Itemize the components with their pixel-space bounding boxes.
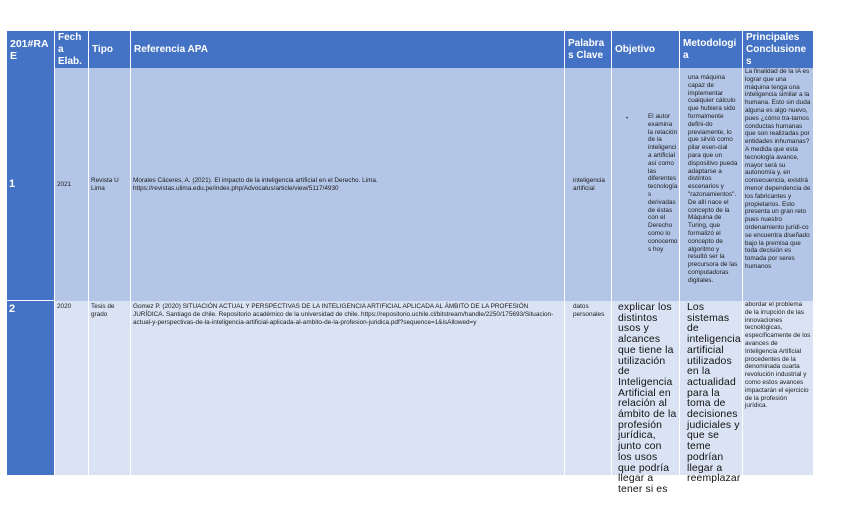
header-referencia: Referencia APA [131,31,565,68]
header-palabras: Palabra s Clave [565,31,612,68]
row2-number: 2 [7,301,55,475]
row1-palabras: inteligencia artificial [565,68,612,301]
header-fecha: Fech a Elab. [55,31,89,68]
row1-objetivo-bullet: • [626,116,629,122]
research-table [7,31,813,495]
header-metodologia: Metodologi a [680,31,743,68]
row1-number: 1 [7,68,55,301]
header-num: 201#RA E [7,31,55,68]
row2-conclusiones: abordar el problema de la irrupción de las innovaciones tecnológicas, específicamente de los avances de Inteligencia Artificial procedentes de la denominada cuarta revolución industrial y como estos avances impactarán el ejercicio de la profesión jurídica. [743,301,813,475]
header-objetivo: Objetivo [612,31,680,68]
row2-tipo: Tesis de grado [89,301,131,475]
row2-fecha: 2020 [55,301,89,475]
row1-objetivo [612,68,680,301]
row1-referencia: Morales Cáceres, A. (2021). El impacto de la inteligencia artificial en el Derecho. Lima. https://revistas.ulima.edu.pe/index.php/Advocatus/article/view/5117/4930 [131,68,565,301]
row2-metodologia: Los sistemas de inteligencia artificial utilizados en la actualidad para la toma de decisiones judiciales y que se teme podrían llegar a reemplazar [680,301,743,475]
row2-objetivo: explicar los distintos usos y alcances que tiene la utilización de Inteligencia Artificial en relación al ámbito de la profesión jurídica, junto con los usos que podría llegar a tener si es [612,301,680,475]
row1-conclusiones: La finalidad de la IA es lograr que una máquina tenga una inteligencia similar a la humana. Esto sin duda alguna es algo nuevo, pues ¿cómo tra-tamos conductas humanas que son realizadas por entidades inhumanas? A medida que esta tecnología avance, mayor será su autonomía y, en consecuencia, existirá menor dependencia de los fabricantes y propietarios. Esto presenta un gran reto pues nuestro ordenamiento jurídi-co se encuentra diseñado bajo la premisa que toda decisión es tomada por seres humanos [743,68,813,301]
header-conclusiones: Principales Conclusione s [743,31,813,68]
row1-objetivo-text: El autor examina la relación de la inteligenci a artificial así como las diferentes tecnología s derivadas de éstas con el Derecho como lo conocemo s hoy [648,113,678,253]
row1-metodologia: una máquina capaz de implementar cualquier cálculo que hubiera sido formalmente defini-do previamente, lo que sirvió como pilar esen-cial para que un dispositivo pueda adaptarse a distintos escenarios y "razonamientos". De allí nace el concepto de la Máquina de Turing, que formalizó el concepto de algoritmo y resultó ser la precursora de las computadoras digitales. [680,68,743,301]
row2-referencia: Gomez P. (2020) SITUACIÓN ACTUAL Y PERSPECTIVAS DE LA INTELIGENCIA ARTIFICIAL APLICADA AL ÁMBITO DE LA PROFESIÓN JURÍDICA. Santiago de chile. Repositorio académico de la universidad de chile. https://repositorio.uchile.cl/bitstream/handle/2250/175693/Situacion-actual-y-perspectivas-de-la-inteligencia-artificial-aplicada-al-ambito-de-la-profesion-juridica.pdf?sequence=1&isAllowed=y [131,301,565,475]
row1-tipo: Revista U Lima [89,68,131,301]
row1-fecha: 2021 [55,68,89,301]
row2-palabras: datos personales [565,301,612,475]
header-tipo: Tipo [89,31,131,68]
